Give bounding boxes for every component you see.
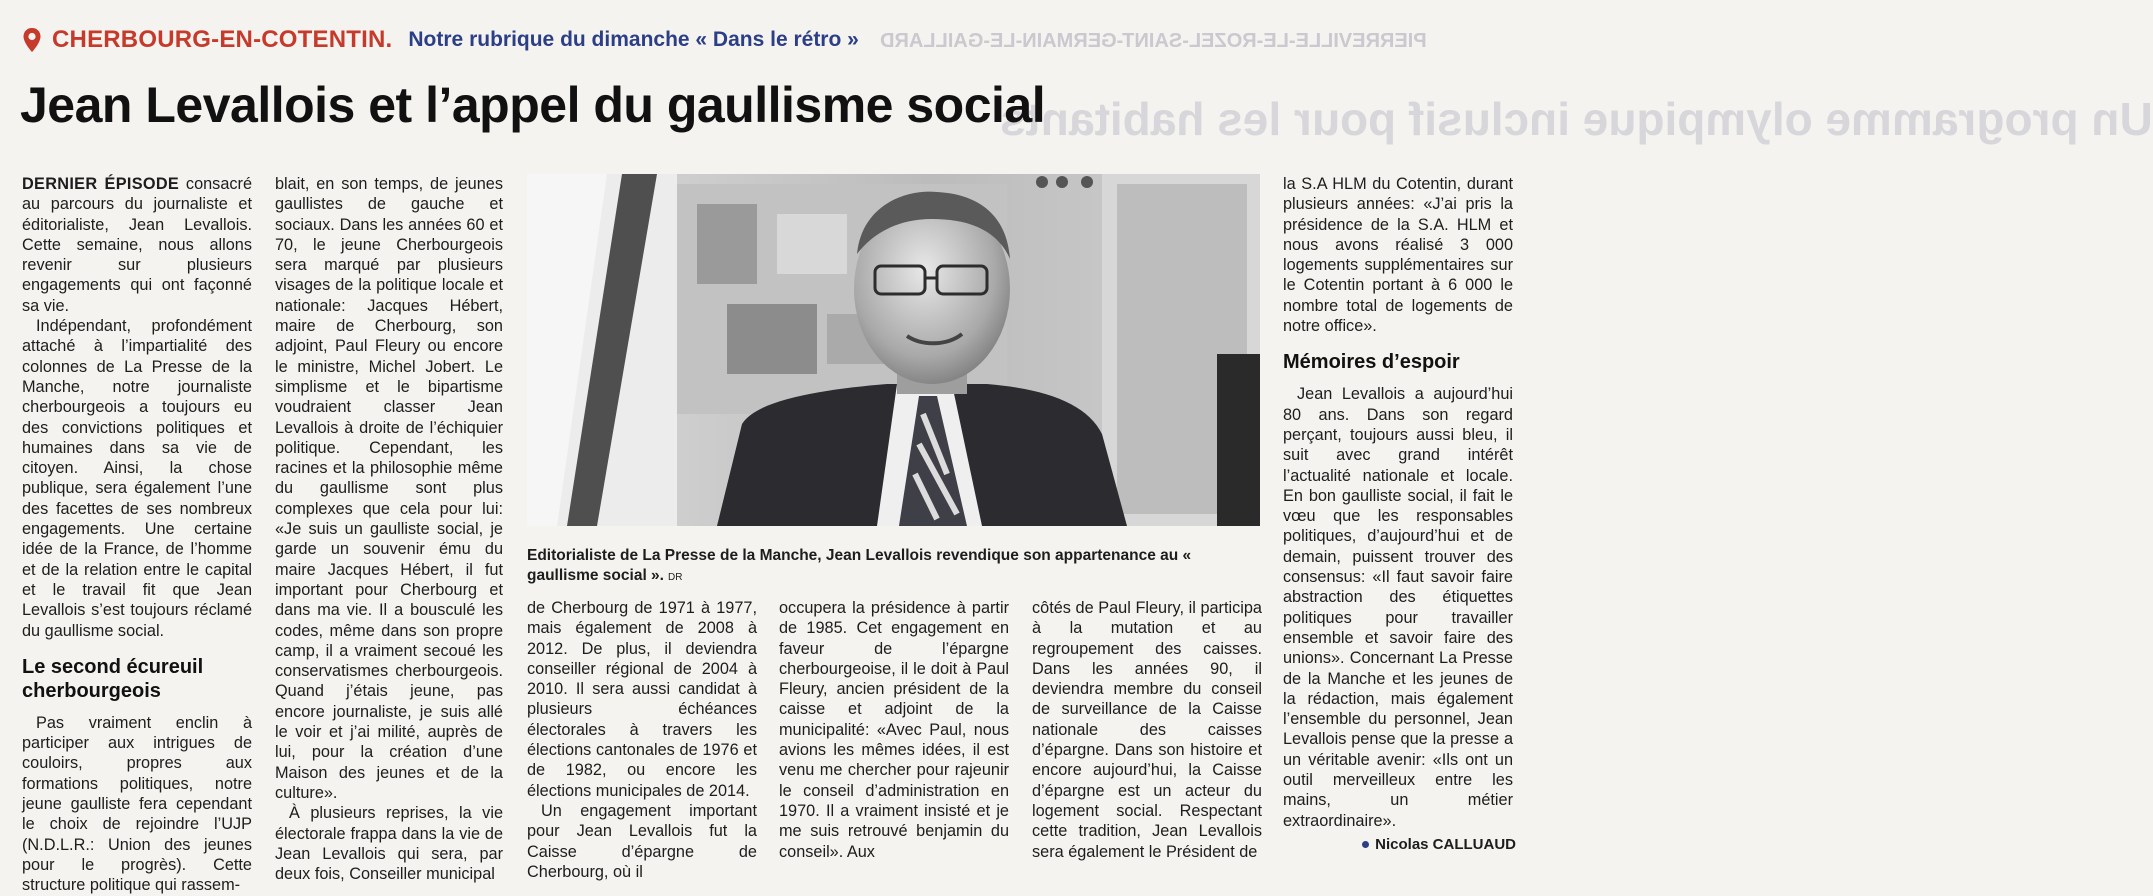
subheading-memoires-espoir: Mémoires d’espoir <box>1283 351 1460 374</box>
article-headline: Jean Levallois et l’appel du gaullisme social <box>20 77 1046 133</box>
paragraph: la S.A HLM du Cotentin, durant plusieurs années: «J’ai pris la présidence de la S.A. HLM et nous avons réalisé 3 000 logements supplémentaires sur le Cotentin portant à 6 000 le nombre total de logements de notre office». <box>1283 175 1513 336</box>
column-3 <box>527 598 757 882</box>
author-name: Nicolas CALLUAUD <box>1375 836 1516 853</box>
portrait-photo <box>527 174 1260 526</box>
paragraph: À plusieurs reprises, la vie électorale frappa dans la vie de Jean Levallois qui sera, par deux fois, Conseiller municipal <box>275 804 503 884</box>
rubric-topic: Notre rubrique du dimanche « Dans le rétro » <box>408 28 859 51</box>
bullet-icon <box>1362 841 1369 848</box>
column-1 <box>22 174 252 896</box>
photo-caption <box>527 546 1260 588</box>
photo-credit: DR <box>667 572 683 583</box>
column-4 <box>779 598 1009 862</box>
lead-text: consacré au parcours du journaliste et éditorialiste, Jean Levallois. Cette semaine, nous allons revenir sur plusieurs engagements qui ont façonné sa vie. <box>22 175 252 315</box>
paragraph: Indépendant, profondément attaché à l’impartialité des colonnes de La Presse de la Manche, notre journaliste cherbourgeois a toujours eu des convictions politiques et humaines dans sa vie de citoyen. Ainsi, la chose publique, sera également l’une des facettes de ses nombreux engagements. Une certaine idée de la France, de l’homme et de la relation entre le capital et le travail fit que Jean Levallois s’est toujours réclamé du gaullisme social. <box>22 317 252 640</box>
paragraph: Pas vraiment enclin à participer aux intrigues de couloirs, propres aux formations politiques, notre jeune gaulliste fera cependant le choix de rejoindre l’UJP (N.D.L.R.: Union des jeunes pour le progrès). Cette structure politique qui rassem- <box>22 713 252 895</box>
subheading-second-ecureuil: Le second écureuil cherbourgeois <box>22 655 204 702</box>
caption-text: Editorialiste de La Presse de la Manche, Jean Levallois revendique son appartenance au « gaullisme social ». <box>527 547 1192 584</box>
column-2 <box>275 174 503 884</box>
column-5 <box>1032 598 1262 862</box>
paragraph: blait, en son temps, de jeunes gaullistes de gauche et sociaux. Dans les années 60 et 70, le jeune Cherbourgeois sera marqué par plusieurs visages de la politique locale et nationale: Jacques Hébert, maire de Cherbourg, son adjoint, Paul Fleury ou encore le ministre, Michel Jobert. Le simplisme et le bipartisme voudraient classer Jean Levallois à droite de l’échiquier politique. Cependant, les racines et la philosophie même du gaullisme sont plus complexes que cela pour lui: «Je suis un gaulliste social, je garde un souvenir ému du maire Jacques Hébert, il fut important pour Cherbourg et dans ma vie. Il a bousculé les codes, même dans son propre camp, il a vraiment secoué les conservatismes cherbourgeois. Quand j’étais jeune, pas encore journaliste, je suis allé le voir et j’ai milité, auprès de lui, pour la création d’une Maison des jeunes et de la culture». <box>275 175 503 802</box>
paragraph: Un engagement important pour Jean Levallois fut la Caisse d’épargne de Cherbourg, où il <box>527 801 757 881</box>
rubric-bar <box>22 24 859 56</box>
city-label: CHERBOURG-EN-COTENTIN. <box>52 26 393 53</box>
lead-word: DERNIER ÉPISODE <box>22 175 180 193</box>
paragraph: de Cherbourg de 1971 à 1977, mais également de 2008 à 2012. De plus, il deviendra conseiller régional de 2004 à 2010. Il sera aussi candidat à plusieurs échéances électorales à travers les élections cantonales de 1976 et de 1982, ou encore les élections municipales de 2014. <box>527 599 757 800</box>
column-6 <box>1283 174 1513 831</box>
lead-paragraph <box>22 174 252 316</box>
author-byline <box>1362 836 1516 853</box>
paragraph: occupera la présidence à partir de 1985. Cet engagement en faveur de l’épargne cherbourgeoise, il le doit à Paul Fleury, ancien président de la caisse et adjoint de la municipalité: «Avec Paul, nous avions les mêmes idées, il est venu me chercher pour rajeunir le conseil d’administration en 1970. Il a vraiment insisté et je me suis retrouvé benjamin du conseil». Aux <box>779 599 1009 861</box>
bleed-through-rubric: PIERREVILLE-LE-ROZEL-SAINT-GERMAIN-LE-GAILLARD <box>880 30 1427 52</box>
location-pin-icon <box>22 27 42 53</box>
bleed-through-title: Un programme olympique inclusif pour les habitants <box>1000 93 2153 145</box>
paragraph: Jean Levallois a aujourd’hui 80 ans. Dans son regard perçant, toujours aussi bleu, il suit avec grand intérêt l’actualité nationale et locale. En bon gaulliste social, il fait le vœu que les responsables politiques, d’aujourd’hui et de demain, puissent trouver des consensus: «Il faut savoir faire abstraction des étiquettes politiques pour travailler ensemble et savoir faire des unions». Concernant La Presse de la Manche et les jeunes de la rédaction, mais également l’ensemble du personnel, Jean Levallois pense que la presse a un véritable avenir: «Ils ont un outil merveilleux entre les mains, un métier extraordinaire». <box>1283 385 1513 830</box>
portrait-illustration <box>527 174 1260 526</box>
paragraph: côtés de Paul Fleury, il participa à la mutation et au regroupement des caisses. Dans les années 90, il deviendra membre du conseil de surveillance de la Caisse nationale des caisses d’épargne. Dans son histoire et encore aujourd’hui, la Caisse d’épargne est un acteur du logement social. Respectant cette tradition, Jean Levallois sera également le Président de <box>1032 599 1262 861</box>
